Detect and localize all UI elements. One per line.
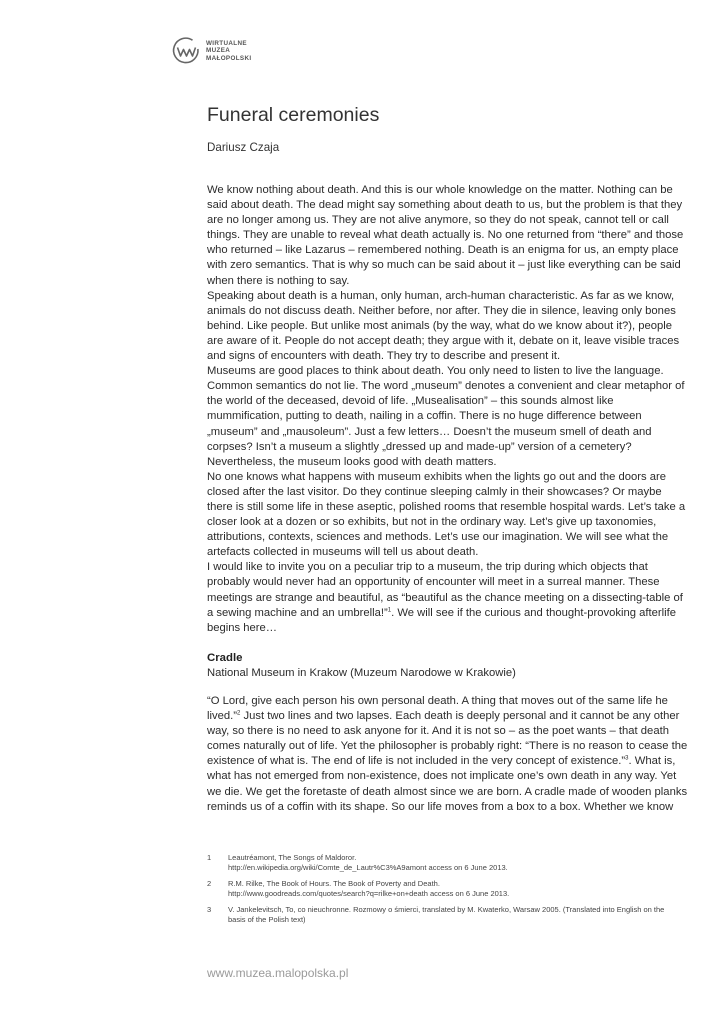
- footnote-link[interactable]: http://www.goodreads.com/quotes/search?q=rilke+on+death access on 6 June 2013.: [228, 889, 510, 899]
- footnote-line: R.M. Rilke, The Book of Hours. The Book of Poverty and Death.: [228, 878, 440, 888]
- paragraph: We know nothing about death. And this is our whole knowledge on the matter. Nothing can be said about death. The dead might say something about death to us, but the problem is that they are no longer among us. They are not alive anymore, so they do not speak, cannot tell or call things. They are unable to reveal what death actually is. No one returned from “there” and those who returned – like Lazarus – remembered nothing. Death is an enigma for us, an empty place with zero semantics. That is why so much can be said about it – just like everything can be said when there is nothing to say.: [207, 184, 684, 287]
- paragraph: No one knows what happens with museum exhibits when the lights go out and the doors are closed after the last visitor. Do they continue sleeping calmly in their showcases? Or maybe there is still some life in these aseptic, polished rooms that resemble hospital wards. Let’s take a closer look at a dozen or so exhibits, but not in the ordinary way. Let’s give up taxonomies, attributions, contexts, sciences and methods. Let’s use our imagination. We will see what the artefacts collected in museums will tell us about death.: [207, 470, 686, 559]
- footnote-ref-3[interactable]: 3: [625, 755, 629, 762]
- footnote-3: [207, 905, 677, 925]
- site-logo[interactable]: [171, 36, 251, 66]
- footer-url[interactable]: www.muzea.malopolska.pl: [207, 966, 349, 980]
- paragraph-text: . We will see if the curious and thought-provoking afterlife begins here…: [207, 606, 677, 634]
- intro-text: [207, 183, 689, 636]
- paragraph-text: . What is, what has not emerged from non-existence, does not implicate one’s own death in any way. Yet we die. We get the foretaste of death almost since we are born. A cradle made of wooden planks reminds us of a coffin with its shape. So our life moves from a box to a box. Whether we know: [207, 755, 688, 813]
- footnote-link[interactable]: http://en.wikipedia.org/wiki/Comte_de_Lautr%C3%A9amont access on 6 June 2013.: [228, 863, 508, 873]
- paragraph: Speaking about death is a human, only human, arch-human characteristic. As far as we know, animals do not discuss death. Neither before, nor after. They die in silence, leaving only bones behind. Like people. But unlike most animals (by the way, what do we know about it?), people are aware of it. People do not accept death; they argue with it, debate on it, leave visible traces and signs of encounters with death. They try to describe and present it.: [207, 289, 680, 363]
- footnote-line: Leautréamont, The Songs of Maldoror.: [228, 853, 357, 862]
- section-museum-name: National Museum in Krakow (Muzeum Narodowe w Krakowie): [207, 667, 516, 679]
- footnote-number: 2: [207, 878, 212, 888]
- footnote-line: V. Jankelevitsch, To, co nieuchronne. Rozmowy o śmierci, translated by M. Kwaterko, Warsaw 2005. (Translated into English on the basis of the Polish text): [228, 904, 665, 925]
- footnote-number: 1: [207, 853, 212, 862]
- section-heading-cradle: Cradle: [207, 652, 243, 664]
- paragraph: [207, 560, 689, 635]
- logo-line-1: WIRTUALNE: [206, 39, 247, 47]
- footnote-2: [207, 879, 677, 899]
- paragraph-text: Just two lines and two lapses. Each death is deeply personal and it cannot be any other way, so there is no need to ask anyone for it. And it is not so – as the poet wants – that death comes naturally out of life. Yet the philosopher is probably right: “There is no reason to cease the existence of what is. The end of life is not included in the very concept of existence.”: [207, 710, 688, 768]
- footnote-text: [228, 905, 677, 925]
- footnote-text: [228, 853, 677, 873]
- paragraph: [207, 694, 689, 815]
- footnote-text: [228, 879, 677, 899]
- footnote-number: 3: [207, 904, 212, 914]
- logo-text: [206, 40, 251, 62]
- author-name: Dariusz Czaja: [207, 141, 280, 154]
- paragraph-text: I would like to invite you on a peculiar trip to a museum, the trip during which objects that probably would never had an opportunity of encounter will meet in a surreal manner. These meetings are strange and beautiful, as “beautiful as the chance meeting on a dissecting-table of a sewing machine and an umbrella!”: [207, 561, 683, 619]
- footnotes: [207, 853, 677, 931]
- logo-line-2: MUZEA: [206, 47, 231, 55]
- footnote-1: [207, 853, 677, 873]
- footnote-ref-1[interactable]: 1: [387, 606, 392, 613]
- paragraph-text: “O Lord, give each person his own personal death. A thing that moves out of the same life he lived.”: [207, 695, 668, 723]
- paragraph: Museums are good places to think about death. You only need to listen to live the language. Common semantics do not lie. The word „museum” denotes a convenient and clear metaphor of the world of the deceased, devoid of life. „Musealisation” – this sounds almost like mummification, putting to death, nailing in a coffin. There is no huge difference between „museum” and „mausoleum”. Just a few letters… Doesn’t the museum smell of death and corpses? Isn’t a museum a slightly „dressed up and made-up” version of a cemetery? Nevertheless, the museum looks good with death matters.: [207, 365, 685, 468]
- cradle-text: [207, 694, 689, 815]
- page-title: Funeral ceremonies: [207, 104, 380, 126]
- footnote-ref-2[interactable]: 2: [237, 710, 241, 717]
- wmm-logo-icon: [171, 36, 201, 66]
- logo-line-3: MAŁOPOLSKI: [206, 54, 252, 62]
